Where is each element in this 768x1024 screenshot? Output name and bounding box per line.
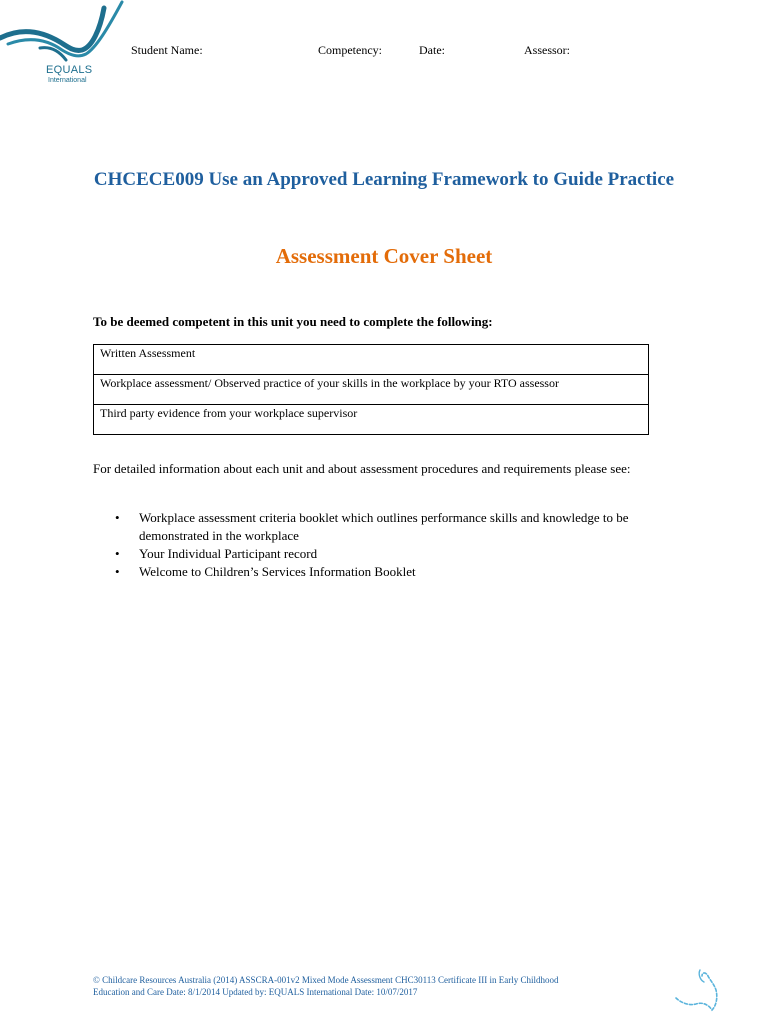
list-item-text: Your Individual Participant record bbox=[139, 546, 318, 561]
australia-outline-icon bbox=[670, 968, 722, 1020]
info-paragraph: For detailed information about each unit and about assessment procedures and requirements please see: bbox=[93, 461, 631, 476]
date-field: Date: bbox=[419, 43, 445, 57]
requirements-intro: To be deemed competent in this unit you need to complete the following: bbox=[93, 314, 493, 329]
table-row bbox=[94, 345, 649, 375]
list-item bbox=[93, 563, 683, 581]
logo-wordmark: EQUALS bbox=[46, 64, 93, 76]
list-item bbox=[93, 509, 683, 545]
bird-logo-icon bbox=[0, 0, 125, 70]
student-name-field: Student Name: bbox=[131, 43, 203, 57]
requirement-cell: Third party evidence from your workplace supervisor bbox=[94, 405, 649, 435]
document-subtitle: Assessment Cover Sheet bbox=[275, 244, 493, 268]
document-title: CHCECE009 Use an Approved Learning Framework to Guide Practice bbox=[93, 169, 675, 190]
footer-line: © Childcare Resources Australia (2014) ASSCRA-001v2 Mixed Mode Assessment CHC30113 Certificate III in Early Childhood bbox=[93, 975, 559, 985]
table-row bbox=[94, 405, 649, 435]
competency-field: Competency: bbox=[318, 43, 382, 57]
equals-logo bbox=[0, 0, 125, 86]
list-item-text: Welcome to Children’s Services Information Booklet bbox=[139, 564, 416, 579]
bullet-icon: • bbox=[115, 546, 120, 561]
list-item-text: Workplace assessment criteria booklet which outlines performance skills and knowledge to be demonstrated in the workplace bbox=[139, 510, 629, 543]
requirement-cell: Workplace assessment/ Observed practice of your skills in the workplace by your RTO assessor bbox=[94, 375, 649, 405]
bullet-icon: • bbox=[115, 510, 120, 525]
list-item bbox=[93, 545, 683, 563]
table-row bbox=[94, 375, 649, 405]
footer-line: Education and Care Date: 8/1/2014 Updated by: EQUALS International Date: 10/07/2017 bbox=[93, 987, 418, 997]
page-footer bbox=[93, 974, 653, 998]
resources-list bbox=[93, 509, 683, 581]
assessor-field: Assessor: bbox=[524, 43, 571, 57]
bullet-icon: • bbox=[115, 564, 120, 579]
requirements-table bbox=[93, 344, 649, 435]
logo-tagline: International bbox=[48, 77, 87, 84]
requirement-cell: Written Assessment bbox=[94, 345, 649, 375]
